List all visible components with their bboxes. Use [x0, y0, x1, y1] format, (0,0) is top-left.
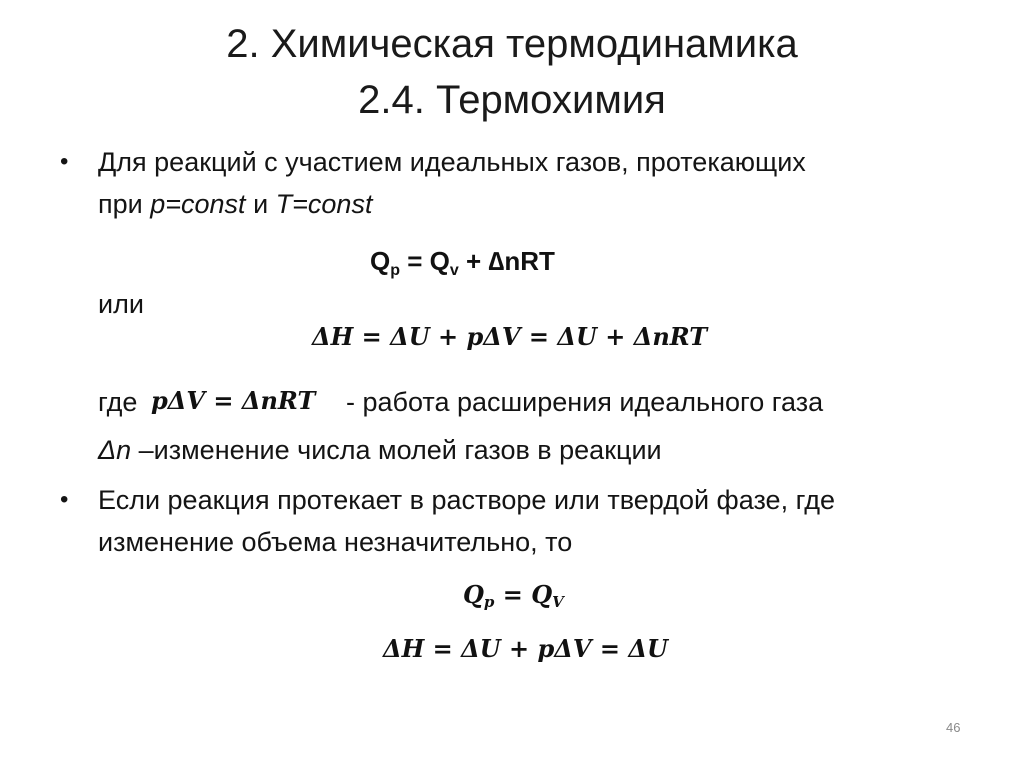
delta-n: Δn	[98, 435, 132, 465]
delta-n-line	[98, 432, 662, 468]
t-const: T=const	[275, 189, 373, 219]
formula-dh-du: ΔH = ΔU + pΔV = ΔU + ΔnRT	[312, 322, 708, 351]
formula-dh-du-final: ΔH = ΔU + pΔV = ΔU	[383, 634, 668, 663]
bullet1-line2	[98, 186, 372, 222]
bullet-marker-1: •	[60, 148, 69, 175]
bullet1-line1: Для реакций с участием идеальных газов, протекающих	[98, 147, 806, 177]
p-const: p=const	[150, 189, 246, 219]
formula-qp-qv: $Q_p = Q_V$	[463, 580, 564, 611]
where-text: - работа расширения идеального газа	[346, 387, 824, 417]
formula-qp-qv-dnrt: $Q_p = Q_v + \Delta nRT$	[370, 246, 555, 279]
bullet2-line1: Если реакция протекает в растворе или твердой фазе, где	[98, 485, 835, 515]
title-line-2: 2.4. Термохимия	[358, 78, 666, 122]
bullet1-pre: при	[98, 189, 151, 219]
slide-title	[0, 16, 1024, 128]
page-number: 46	[946, 720, 961, 735]
or-label: или	[98, 289, 144, 319]
delta-n-text: –изменение числа молей газов в реакции	[131, 435, 662, 465]
title-line-1: 2. Химическая термодинамика	[226, 22, 798, 66]
bullet-marker-2: •	[60, 486, 69, 513]
bullet2-line2: изменение объема незначительно, то	[98, 527, 573, 557]
where-label: где	[98, 387, 138, 417]
bullet1-and: и	[245, 189, 276, 219]
where-formula: pΔV = ΔnRT	[151, 386, 316, 415]
